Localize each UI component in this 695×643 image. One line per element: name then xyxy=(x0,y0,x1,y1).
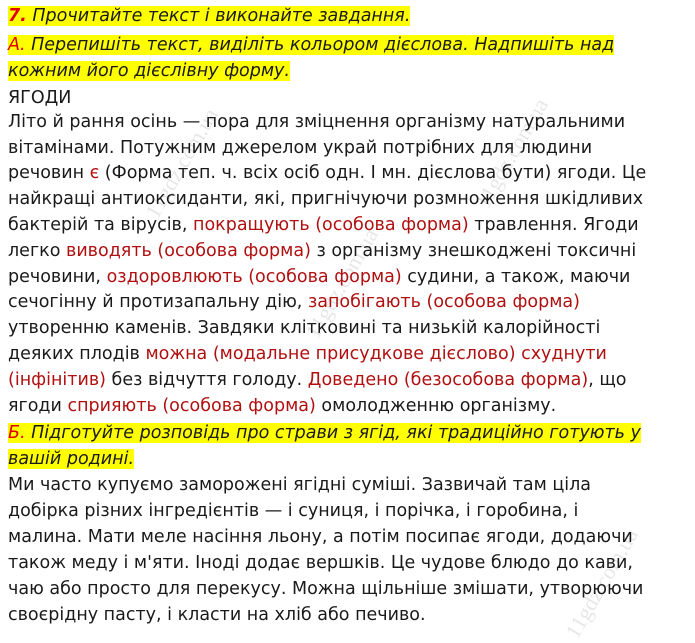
text-fragment: легко xyxy=(8,241,66,261)
verb-highlight: виводять (особова форма) xyxy=(66,241,311,261)
task-number: 7. xyxy=(8,6,27,26)
task-b-line-2 xyxy=(8,447,134,471)
text-line xyxy=(8,265,630,289)
verb-highlight: (інфінітив) xyxy=(8,370,106,390)
answer-line: добірка різних інгредієнтів — і суниця, і порічка, і горобина, і xyxy=(8,501,579,521)
text-line: вітамінами. Потужним джерелом украй потрібних для людини xyxy=(8,138,593,158)
watermark: 11gdz.com.ua xyxy=(470,93,553,213)
task-a-line-1 xyxy=(8,33,614,57)
text-line: утворенню каменів. Завдяки клітковині та низькій калорійності xyxy=(8,318,601,338)
text-fragment: сечогінну й протизапальну дію, xyxy=(8,292,308,312)
text-line: Літо й рання осінь — пора для зміцнення організму натуральними xyxy=(8,112,626,132)
task-b-text: вашій родині. xyxy=(8,449,135,469)
verb-highlight: можна (модальне присудкове дієслово) схуднути xyxy=(145,344,607,364)
text-line xyxy=(8,239,636,263)
text-fragment: омолодженню організму. xyxy=(315,396,557,416)
task-title: Прочитайте текст і виконайте завдання. xyxy=(26,6,411,26)
task-a-line-2 xyxy=(8,59,290,83)
text-line xyxy=(8,161,646,185)
verb-highlight: оздоровлюють (особова форма) xyxy=(106,267,402,287)
text-fragment: без відчуття голоду. xyxy=(105,370,308,390)
text-fragment: , що xyxy=(588,370,627,390)
text-fragment: речовин xyxy=(8,163,90,183)
answer-line: також меду і м'яти. Іноді додає вершків. Це чудове блюдо до кави, xyxy=(8,553,633,573)
task-a-text: кожним його дієслівну форму. xyxy=(8,61,290,81)
text-line: найкращі антиоксиданти, які, пригнічуючи розмноження шкідливих xyxy=(8,189,644,209)
text-fragment: з організму знешкоджені токсичні xyxy=(310,241,637,261)
answer-line: малина. Мати меле насіння льону, а потім посипає ягоди, додаючи xyxy=(8,527,633,547)
text-line xyxy=(8,368,627,392)
answer-line: чаю або просто для перекусу. Можна щільніше змішати, утворюючи xyxy=(8,579,644,599)
text-line xyxy=(8,394,556,418)
watermark: 11gdz.com.ua xyxy=(560,523,643,643)
text-fragment: ягоди xyxy=(8,396,68,416)
task-b-line-1 xyxy=(8,421,641,445)
watermark: 11gdz.com.ua xyxy=(140,103,223,223)
task-b-text: Підготуйте розповідь про страви з ягід, які традиційно готують у xyxy=(25,423,641,443)
text-fragment: травлення. Ягоди xyxy=(468,215,639,235)
task-a-label: А. xyxy=(8,35,26,55)
verb-highlight: є xyxy=(89,163,100,183)
verb-highlight: сприяють (особова форма) xyxy=(67,396,316,416)
verb-highlight: запобігають (особова форма) xyxy=(307,292,580,312)
text-heading: ЯГОДИ xyxy=(8,88,72,108)
text-fragment: судини, а також, маючи xyxy=(401,267,631,287)
text-line xyxy=(8,342,607,366)
text-fragment: (Форма теп. ч. всіх осіб одн. І мн. дієслова бути) ягоди. Це xyxy=(99,163,647,183)
answer-line: своєрідну пасту, і класти на хліб або печиво. xyxy=(8,605,426,625)
text-fragment: бактерій та вірусів, xyxy=(8,215,193,235)
watermark: 11gdz.com.ua xyxy=(300,223,383,343)
task-title-line xyxy=(8,4,410,28)
text-line xyxy=(8,213,639,237)
task-a-text: Перепишіть текст, виділіть кольором дієслова. Надпишіть над xyxy=(25,35,615,55)
task-b-label: Б. xyxy=(8,423,26,443)
answer-line: Ми часто купуємо заморожені ягідні суміші. Зазвичай там ціла xyxy=(8,475,592,495)
text-fragment: деяких плодів xyxy=(8,344,146,364)
text-line xyxy=(8,290,580,314)
verb-highlight: покращують (особова форма) xyxy=(193,215,469,235)
text-fragment: речовини, xyxy=(8,267,107,287)
verb-highlight: Доведено (безособова форма) xyxy=(307,370,589,390)
